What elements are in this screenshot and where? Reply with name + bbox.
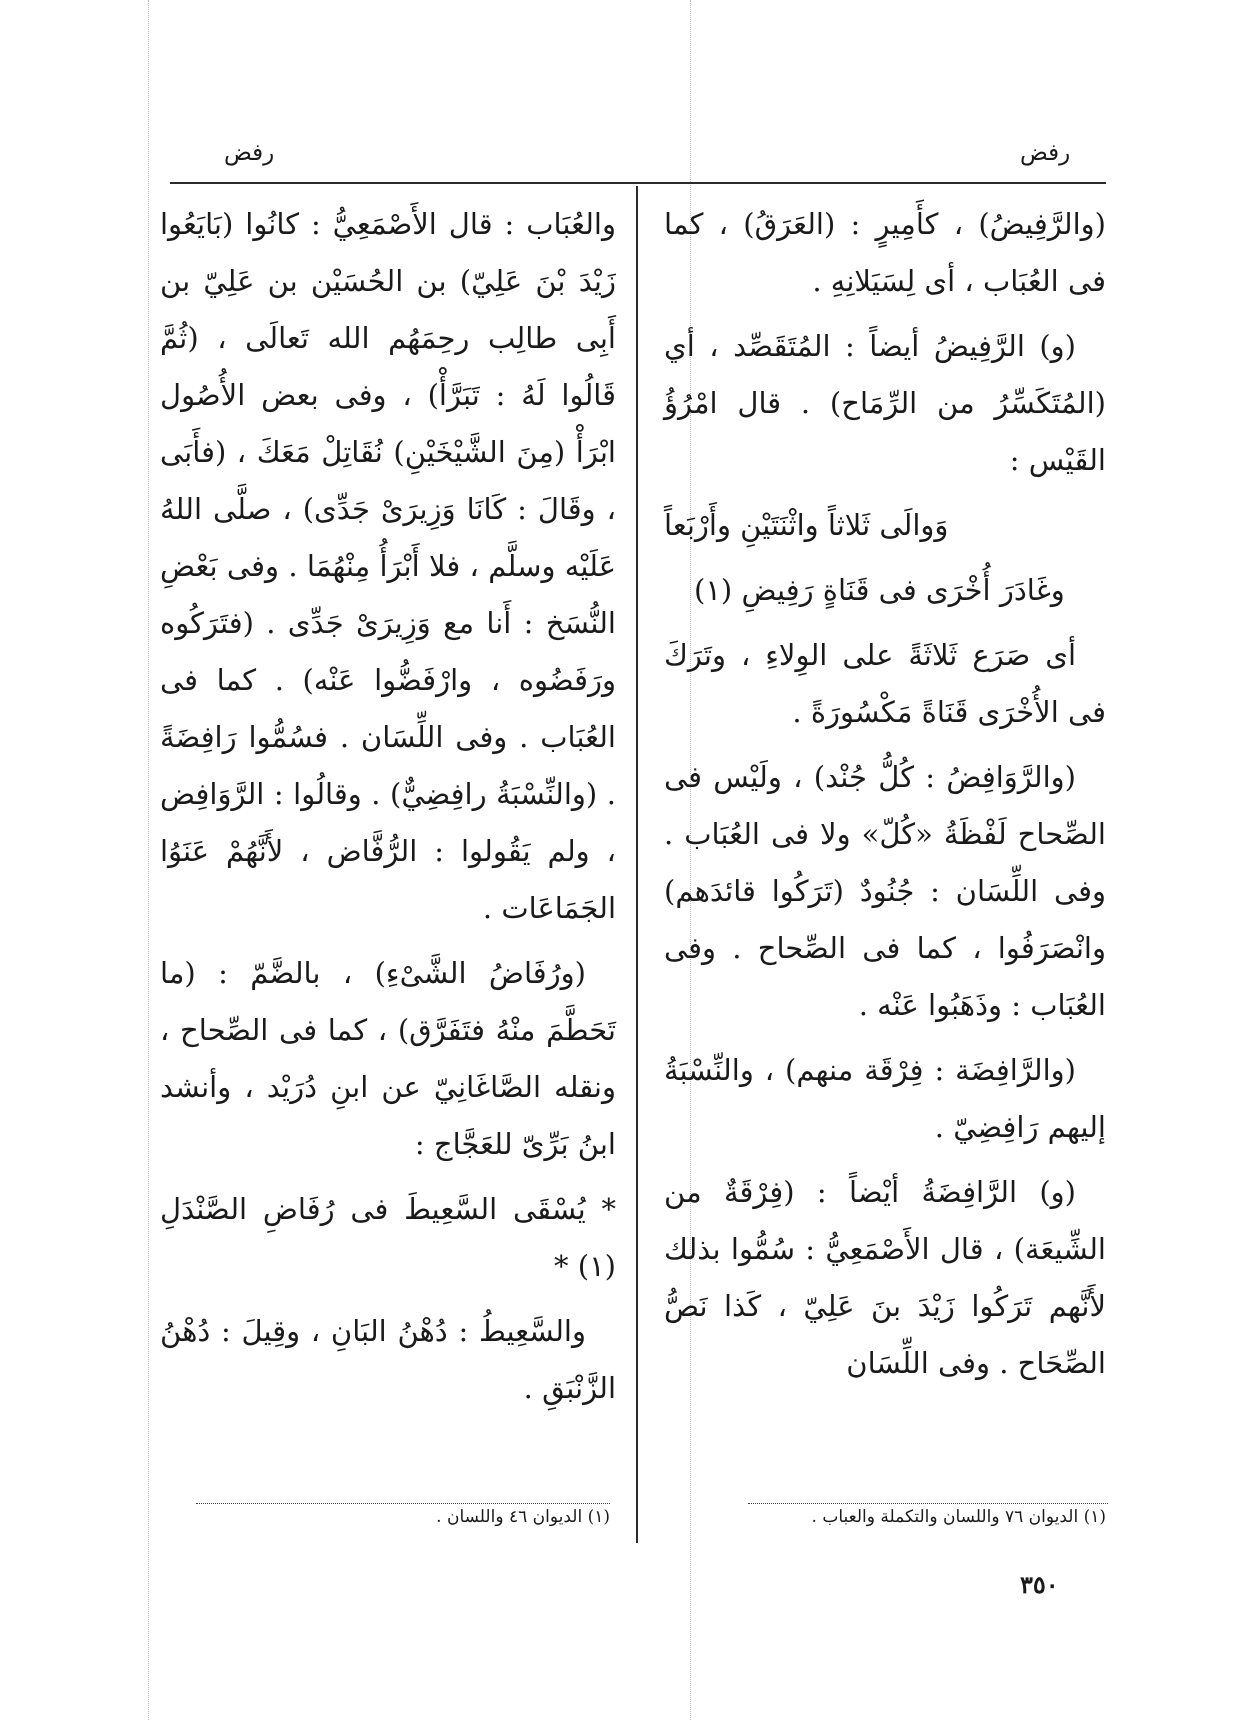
entry-paragraph: (والرَّوَافِضُ : كُلُّ جُنْد) ، ولَيْس فى الصِّحاح لَفْظَةُ «كُلّ» ولا فى العُبَاب . وفى اللِّسَان : جُنُودٌ (تَرَكُوا قائدَهم) وانْصَرَفُوا ، كما فى الصِّحاح . وفى العُبَاب : وذَهَبُوا عَنْه . — [664, 760, 1106, 1022]
entry-paragraph: (والرَّافِضَة : فِرْقَة منهم) ، والنِّسْبَةُ إليهم رَافِضِيّ . — [664, 1053, 1106, 1144]
entry-paragraph: (و) الرَّفِيضُ أيضاً : المُتَقَصِّد ، أي (المُتَكَسِّرُ من الرِّمَاح) . قال امْرُؤُ القَيْس : — [664, 329, 1106, 477]
entry-paragraph: (و) الرَّافِضَةُ أيْضاً : (فِرْقَةٌ من الشِّيعَة) ، قال الأَصْمَعِيُّ : سُمُّوا بذلك لأَنَّهم تَرَكُوا زَيْدَ بنَ عَلِيّ ، كَذا نَصُّ الصِّحَاح . وفى اللِّسَان — [664, 1175, 1106, 1380]
column-separator — [636, 186, 638, 1543]
entry-paragraph: (والرَّفِيضُ) ، كأَمِيرٍ : (العَرَقُ) ، كما فى العُبَاب ، أى لِسَيَلانِهِ . — [664, 207, 1106, 298]
entry-paragraph: (ورُفَاضُ الشَّىْءِ) ، بالضَّمّ : (ما تَحَطَّمَ منْهُ فتَفَرَّق) ، كما فى الصِّحاح ، ونقله الصَّاغَانِيّ عن ابنِ دُرَيْد ، وأنشد ابنُ بَرِّىّ للعَجَّاج : — [160, 956, 616, 1161]
footnote-rule — [196, 1503, 610, 1504]
scan-guide-line — [148, 0, 149, 1720]
footnote-left: (١) الديوان ٤٦ واللسان . — [436, 1507, 610, 1527]
verse-line: وغَادَرَ أُخْرَى فى قَنَاةٍ رَفِيضِ (١) — [694, 573, 1065, 607]
page-number: ٣٥٠ — [1020, 1570, 1059, 1599]
entry-paragraph: أى صَرَع ثَلاثَةً على الوِلاءِ ، وتَرَكَ فى الأُخْرَى قَنَاةً مَكْسُورَةً . — [664, 638, 1106, 729]
right-column — [664, 196, 1106, 1400]
running-header-right: رفض — [1020, 140, 1071, 166]
footnote-right: (١) الديوان ٧٦ واللسان والتكملة والعباب . — [811, 1507, 1106, 1527]
running-header-left: رفض — [224, 140, 275, 166]
footnote-rule — [748, 1503, 1108, 1504]
verse-line: * يُسْقَى السَّعِيطَ فى رُفَاضِ الصَّنْدَلِ (١) * — [160, 1192, 616, 1283]
verse-line: وَوالَى ثَلاثاً واثْنَتَيْنِ وأَرْبَعاً — [664, 508, 949, 542]
entry-paragraph: والسَّعِيطُ : دُهْنُ البَانِ ، وقِيلَ : دُهْنُ الزَّنْبَقِ . — [160, 1314, 616, 1405]
left-column — [160, 196, 616, 1425]
entry-paragraph: والعُبَاب : قال الأَصْمَعِيُّ : كانُوا (بَايَعُوا زَيْدَ بْنَ عَلِيّ) بن الحُسَيْن بن عَلِيّ بن أَبِى طالِب رحِمَهُم الله تَعالَى ، (ثُمَّ قَالُوا لَهُ : تَبَرَّأْ) ، وفى بعض الأُصُول ابْرَأْ (مِنَ الشَّيْخَيْنِ) نُقَاتِلْ مَعَكَ ، (فأَبَى ، وقَالَ : كَانَا وَزِيرَىْ جَدِّى) ، صلَّى اللهُ عَلَيْه وسلَّم ، فلا أَبْرَأُ مِنْهُمَا . وفى بَعْضِ النُّسَخ : أَنا مع وَزِيرَىْ جَدِّى . (فتَرَكُوه ورَفَضُوه ، وارْفَضُّوا عَنْه) . كما فى العُبَاب . وفى اللِّسَان . فسُمُّوا رَافِضَةً . (والنِّسْبَةُ رافِضِيٌّ) . وقالُوا : الرَّوَافِض ، ولم يَقُولوا : الرُّفَّاض ، لأَنَّهُمْ عَنَوُا الجَمَاعَات . — [160, 207, 616, 925]
header-rule — [170, 182, 1106, 184]
